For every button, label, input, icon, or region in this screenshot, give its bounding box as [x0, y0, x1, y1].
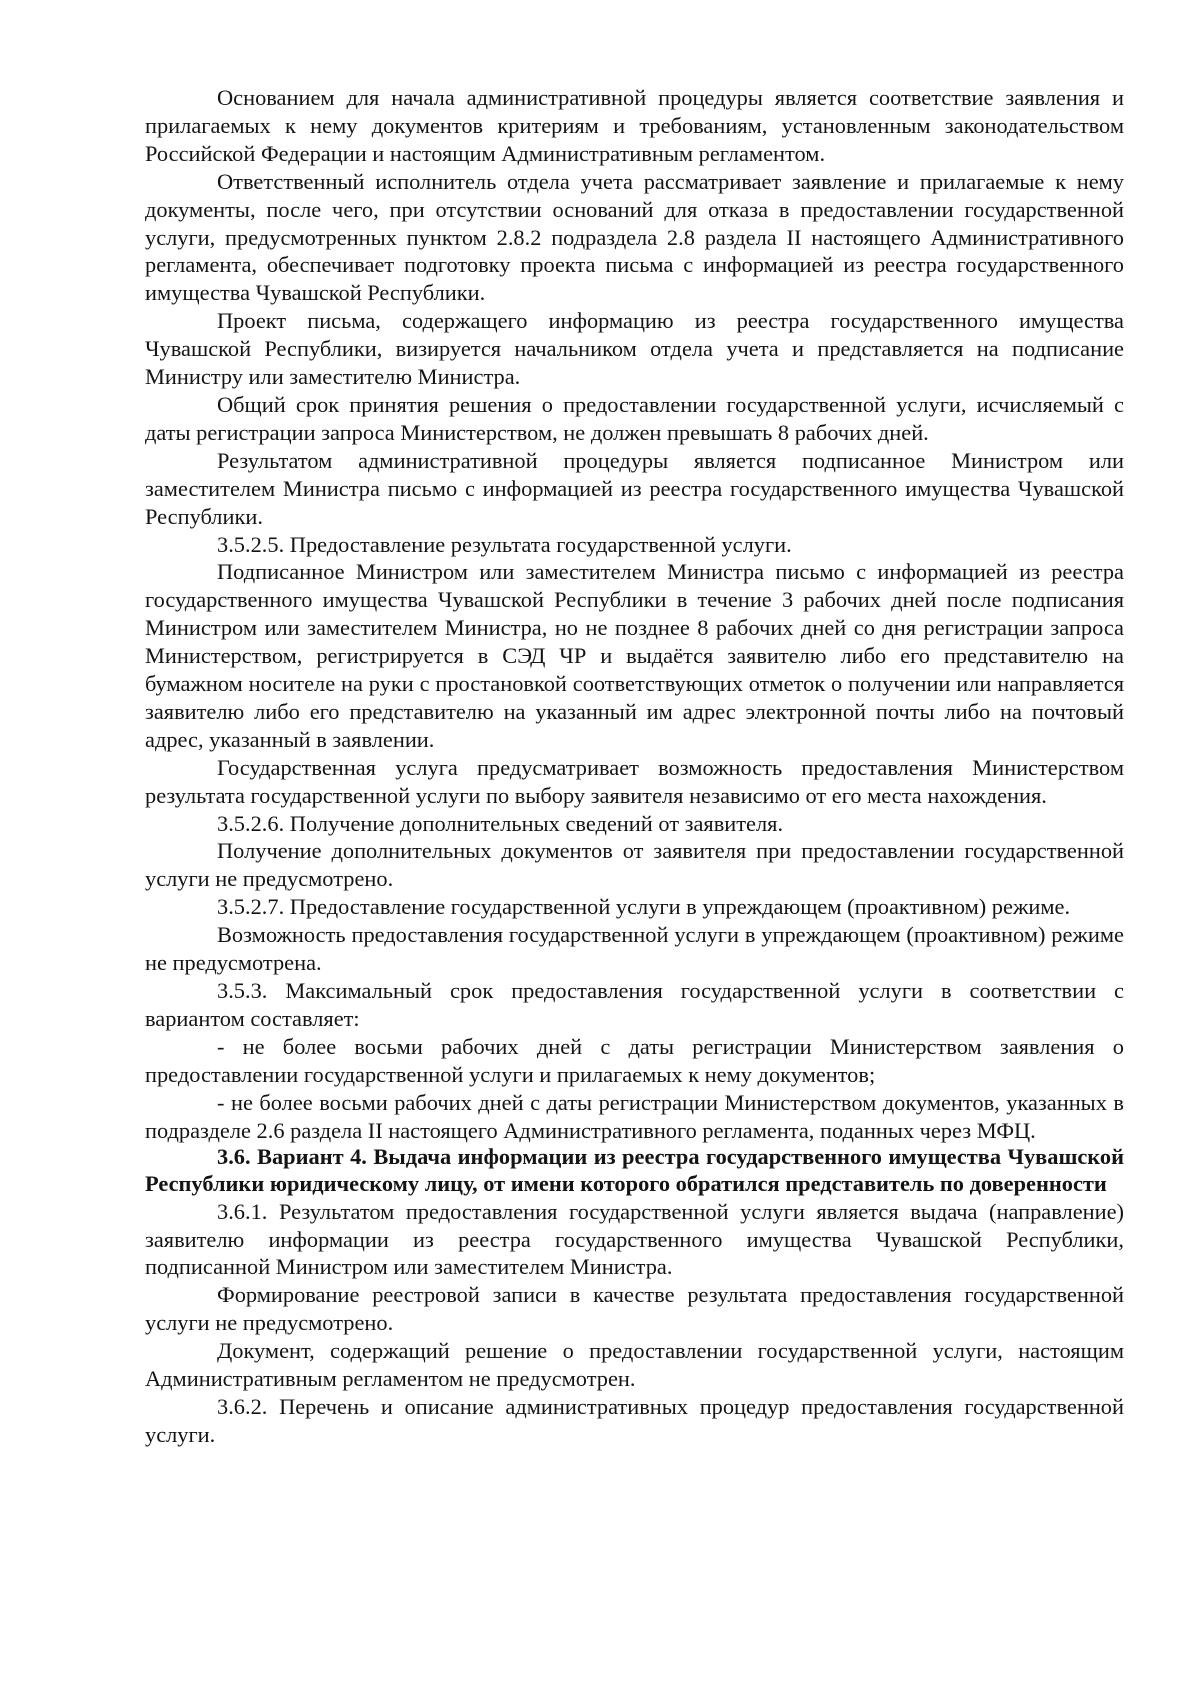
list-item-term-mfc: - не более восьми рабочих дней с даты регистрации Министерством документов, указанных в подразделе 2.6 раздела II настоящего Административного регламента, поданных через МФЦ. — [145, 1089, 1124, 1143]
list-item-term-application: - не более восьми рабочих дней с даты регистрации Министерством заявления о предоставлении государственной услуги и прилагаемых к нему документов; — [145, 1033, 1124, 1087]
paragraph-decision-term: Общий срок принятия решения о предоставлении государственной услуги, исчисляемый с даты регистрации запроса Министерством, не должен превышать 8 рабочих дней. — [145, 391, 1124, 445]
paragraph-additional-documents: Получение дополнительных документов от заявителя при предоставлении государственной услуги не предусмотрено. — [145, 838, 1124, 892]
paragraph-proactive-mode: Возможность предоставления государственной услуги в упреждающем (проактивном) режиме не предусмотрена. — [145, 922, 1124, 976]
paragraph-signed-letter: Подписанное Министром или заместителем Министра письмо с информацией из реестра государственного имущества Чувашской Республики в течение 3 рабочих дней после подписания Министром или заместителем Министра, но не позднее 8 рабочих дней со дня регистрации запроса Министерством, регистрируется в СЭД ЧР и выдаётся заявителю либо его представителю на бумажном носителе на руки с простановкой соответствующих отметок о получении или направляется заявителю либо его представителю на указанный им адрес электронной почты либо на почтовый адрес, указанный в заявлении. — [145, 559, 1124, 752]
paragraph-draft-letter: Проект письма, содержащего информацию из реестра государственного имущества Чувашской Республики, визируется начальником отдела учета и представляется на подписание Министру или заместителю Министра. — [145, 308, 1124, 390]
document-page — [145, 84, 1124, 1449]
paragraph-service-location: Государственная услуга предусматривает возможность предоставления Министерством результата государственной услуги по выбору заявителя независимо от его места нахождения. — [145, 754, 1124, 808]
paragraph-decision-document: Документ, содержащий решение о предоставлении государственной услуги, настоящим Административным регламентом не предусмотрен. — [145, 1338, 1124, 1392]
paragraph-procedure-result: Результатом административной процедуры является подписанное Министром или заместителем Министра письмо с информацией из реестра государственного имущества Чувашской Республики. — [145, 447, 1124, 529]
paragraph-basis: Основанием для начала административной процедуры является соответствие заявления и прилагаемых к нему документов критериям и требованиям, установленным законодательством Российской Федерации и настоящим Административным регламентом. — [145, 85, 1124, 166]
paragraph-registry-record: Формирование реестровой записи в качестве результата предоставления государственной услуги не предусмотрено. — [145, 1282, 1124, 1336]
section-3-5-2-5: 3.5.2.5. Предоставление результата государственной услуги. — [217, 531, 792, 557]
section-heading-3-6: 3.6. Вариант 4. Выдача информации из реестра государственного имущества Чувашской Республики юридическому лицу, от имени которого обратился представитель по доверенности — [145, 1144, 1124, 1197]
paragraph-executor-review: Ответственный исполнитель отдела учета рассматривает заявление и прилагаемые к нему документы, после чего, при отсутствии оснований для отказа в предоставлении государственной услуги, предусмотренных пунктом 2.8.2 подраздела 2.8 раздела II настоящего Административного регламента, обеспечивает подготовку проекта письма с информацией из реестра государственного имущества Чувашской Республики. — [145, 168, 1124, 306]
section-3-5-3: 3.5.3. Максимальный срок предоставления государственной услуги в соответствии с вариантом составляет: — [145, 978, 1124, 1031]
section-3-6-2: 3.6.2. Перечень и описание административных процедур предоставления государственной услуги. — [145, 1393, 1124, 1447]
section-3-6-1: 3.6.1. Результатом предоставления государственной услуги является выдача (направление) заявителю информации из реестра государственного имущества Чувашской Республики, подписанной Министром или заместителем Министра. — [145, 1198, 1124, 1280]
section-3-5-2-6: 3.5.2.6. Получение дополнительных сведений от заявителя. — [217, 810, 784, 836]
section-3-5-2-7: 3.5.2.7. Предоставление государственной услуги в упреждающем (проактивном) режиме. — [217, 894, 1071, 920]
